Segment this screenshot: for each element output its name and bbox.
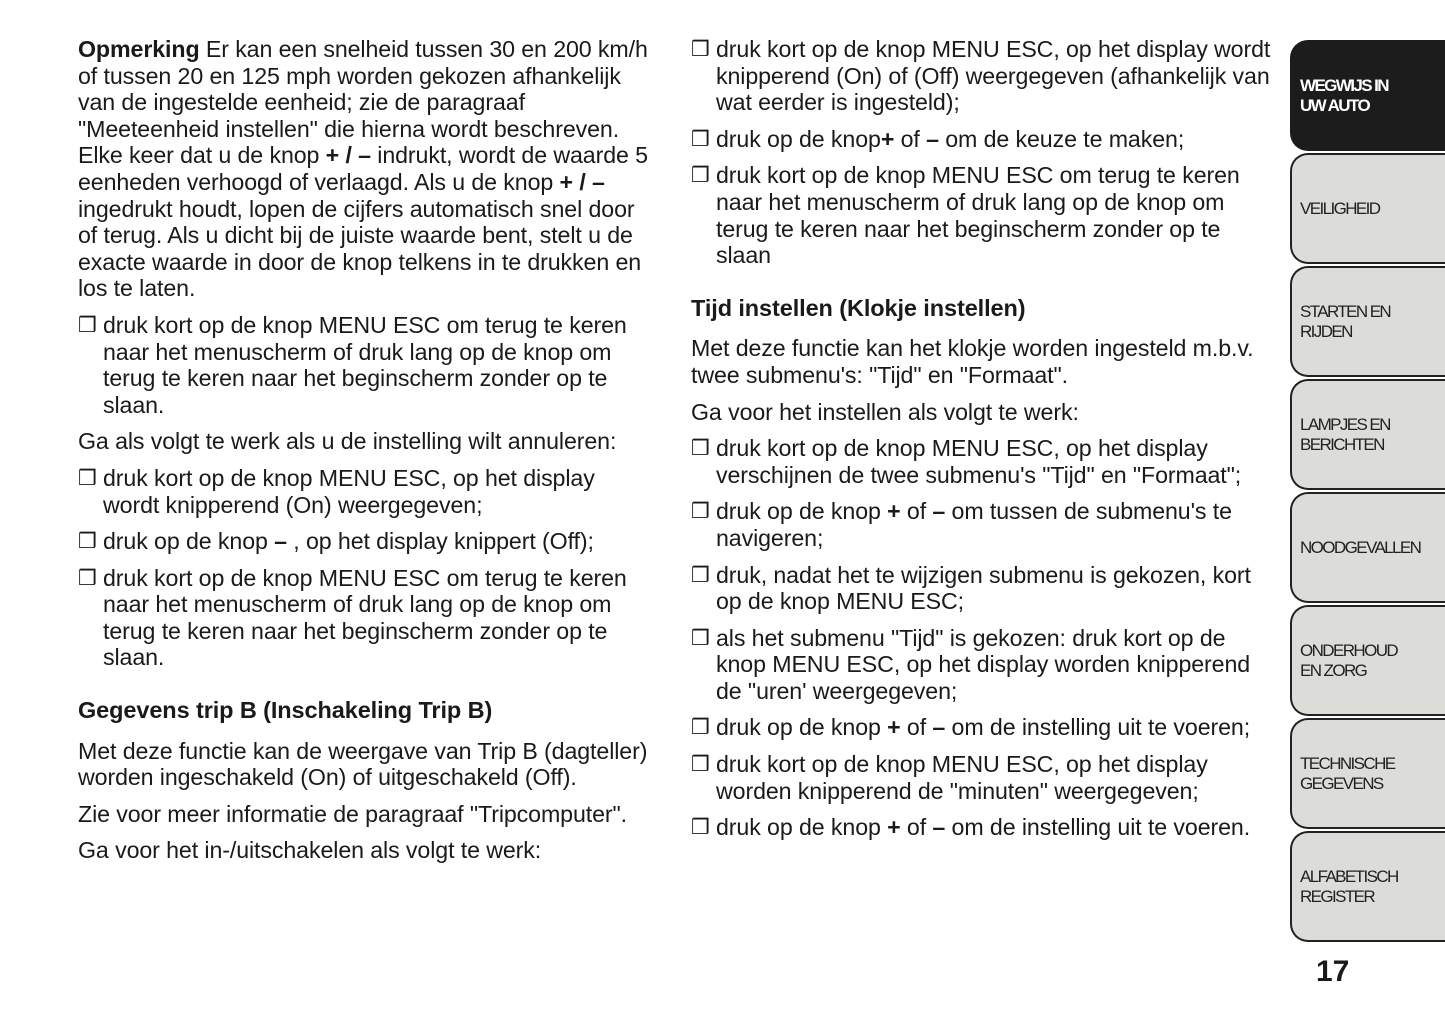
checkbox-bullet-icon: ❒ [691,625,710,650]
bullet-item [691,435,1271,488]
bullet-item [691,36,1271,116]
chapter-tab-label: ONDERHOUD EN ZORG [1300,640,1398,680]
text: om de instelling uit te voeren. [945,814,1251,841]
text: druk kort op de knop MENU ESC om terug te keren naar het menuscherm of druk lang op de knop om terug te keren naar het beginscherm zonder op te slaan [716,162,1240,269]
chapter-tab[interactable] [1290,605,1445,716]
text: druk op de knop [716,814,888,841]
page-number: 17 [1316,955,1350,988]
text: druk op de knop [103,528,275,555]
chapter-tab[interactable] [1290,379,1445,490]
chapter-tab[interactable] [1290,718,1445,829]
bold-text: + [887,498,901,525]
bullet-item [691,126,1271,153]
checkbox-bullet-icon: ❒ [691,715,710,740]
bold-text: + [880,125,895,152]
bullet-item [691,625,1271,705]
bold-text: – [932,714,946,741]
checkbox-bullet-icon: ❒ [691,752,710,777]
text: druk op de knop [716,125,881,152]
chapter-tab[interactable] [1290,492,1445,603]
checkbox-bullet-icon: ❒ [78,529,97,554]
checkbox-bullet-icon: ❒ [78,312,97,337]
bullet-item [691,814,1271,841]
chapter-tab[interactable] [1290,40,1445,151]
text: Ga als volgt te werk als u de instelling wilt annuleren: [78,428,617,455]
bullet-item [691,562,1271,615]
chapter-tab-label: ALFABETISCH REGISTER [1300,866,1398,906]
chapter-tabs [1290,40,1445,944]
chapter-tab-label: WEGWIJS IN UW AUTO [1300,75,1388,115]
text: Zie voor meer informatie de paragraaf "Tripcomputer". [78,800,627,827]
chapter-tab-label: NOODGEVALLEN [1300,537,1421,557]
bullet-item [78,565,650,671]
bold-text: + [887,714,901,741]
checkbox-bullet-icon: ❒ [691,126,710,151]
paragraph [691,399,1271,426]
text: druk op de knop [716,714,888,741]
bold-text: – [926,125,939,152]
bullet-item [78,465,650,518]
checkbox-bullet-icon: ❒ [691,562,710,587]
checkbox-bullet-icon: ❒ [78,565,97,590]
paragraph [78,36,650,302]
text: Gegevens trip B (Inschakeling Trip B) [78,697,493,724]
text: of [900,714,933,741]
bold-text: + / – [325,142,371,169]
paragraph [78,738,650,791]
text: Ga voor het instellen als volgt te werk: [691,398,1079,425]
chapter-tab[interactable] [1290,831,1445,942]
text: indrukt, wordt de waarde 5 eenheden verhoogd of verlaagd. Als u de knop [78,142,648,195]
text: Met deze functie kan de weergave van Trip B (dagteller) worden ingeschakeld (On) of uitgeschakeld (Off). [78,737,648,791]
text: om tussen de submenu's te navigeren; [716,498,1232,551]
text: , op het display knippert (Off); [286,528,594,555]
section-heading [78,697,650,724]
chapter-tab[interactable] [1290,266,1445,377]
text: Met deze functie kan het klokje worden ingesteld m.b.v. twee submenu's: "Tijd" en "Formaat". [691,335,1254,388]
text: Er kan een snelheid tussen 30 en 200 km/h of tussen 20 en 125 mph worden gekozen afhankelijk van de ingestelde eenheid; zie de paragraaf "Meeteenheid instellen" die hierna wordt beschreven. Elke keer dat u de knop [78,36,648,169]
chapter-tab-label: TECHNISCHE GEGEVENS [1300,753,1395,793]
bullet-item [78,312,650,418]
text: of [900,814,933,841]
text: druk kort op de knop MENU ESC, op het display wordt knipperend (On) weergegeven; [103,464,595,518]
paragraph [78,837,650,864]
text: druk kort op de knop MENU ESC, op het display worden knipperend de "minuten" weergegeven; [716,751,1208,804]
bold-text: – [932,814,946,841]
text: Ga voor het in-/uitschakelen als volgt te werk: [78,837,542,864]
left-column [78,36,650,874]
paragraph [691,335,1271,388]
text: druk kort op de knop MENU ESC om terug te keren naar het menuscherm of druk lang op de knop om terug te keren naar het beginscherm zonder op te slaan. [103,311,627,418]
text: Tijd instellen (Klokje instellen) [691,294,1026,321]
checkbox-bullet-icon: ❒ [78,465,97,490]
bold-text: – [932,498,946,525]
checkbox-bullet-icon: ❒ [691,163,710,188]
text: druk, nadat het te wijzigen submenu is gekozen, kort op de knop MENU ESC; [716,561,1251,615]
bold-text: Opmerking [78,36,200,62]
text: ingedrukt houdt, lopen de cijfers automatisch snel door of terug. Als u dicht bij de juiste waarde bent, stelt u de exacte waarde in door de knop telkens in te drukken en los te laten. [78,195,642,302]
bullet-item [78,528,650,555]
checkbox-bullet-icon: ❒ [691,499,710,524]
text: druk op de knop [716,498,888,525]
section-heading [691,295,1271,322]
text: of [894,125,927,152]
checkbox-bullet-icon: ❒ [691,37,710,61]
paragraph [78,801,650,828]
text: druk kort op de knop MENU ESC om terug te keren naar het menuscherm of druk lang op de knop om terug te keren naar het beginscherm zonder op te slaan. [103,564,627,671]
text: als het submenu "Tijd" is gekozen: druk kort op de knop MENU ESC, op het display worden knipperend de "uren' weergegeven; [716,624,1251,704]
chapter-tab[interactable] [1290,153,1445,264]
chapter-tab-label: LAMPJES EN BERICHTEN [1300,414,1390,454]
right-column [691,36,1271,851]
checkbox-bullet-icon: ❒ [691,436,710,461]
paragraph [78,428,650,455]
bullet-item [691,162,1271,268]
chapter-tab-label: VEILIGHEID [1300,198,1380,218]
bullet-item [691,751,1271,804]
bold-text: – [274,528,287,555]
chapter-tab-label: STARTEN EN RIJDEN [1300,301,1391,341]
bullet-item [691,498,1271,551]
text: om de keuze te maken; [938,125,1185,152]
text: druk kort op de knop MENU ESC, op het display wordt knipperend (On) of (Off) weergegeven (afhankelijk van wat eerder is ingesteld); [716,36,1271,116]
bold-text: + [887,814,901,841]
text: om de instelling uit te voeren; [945,714,1251,741]
text: druk kort op de knop MENU ESC, op het display verschijnen de twee submenu's "Tijd" en "Formaat"; [716,435,1242,488]
text: of [900,498,933,525]
bold-text: + / – [559,168,605,195]
checkbox-bullet-icon: ❒ [691,815,710,840]
bullet-item [691,714,1271,741]
